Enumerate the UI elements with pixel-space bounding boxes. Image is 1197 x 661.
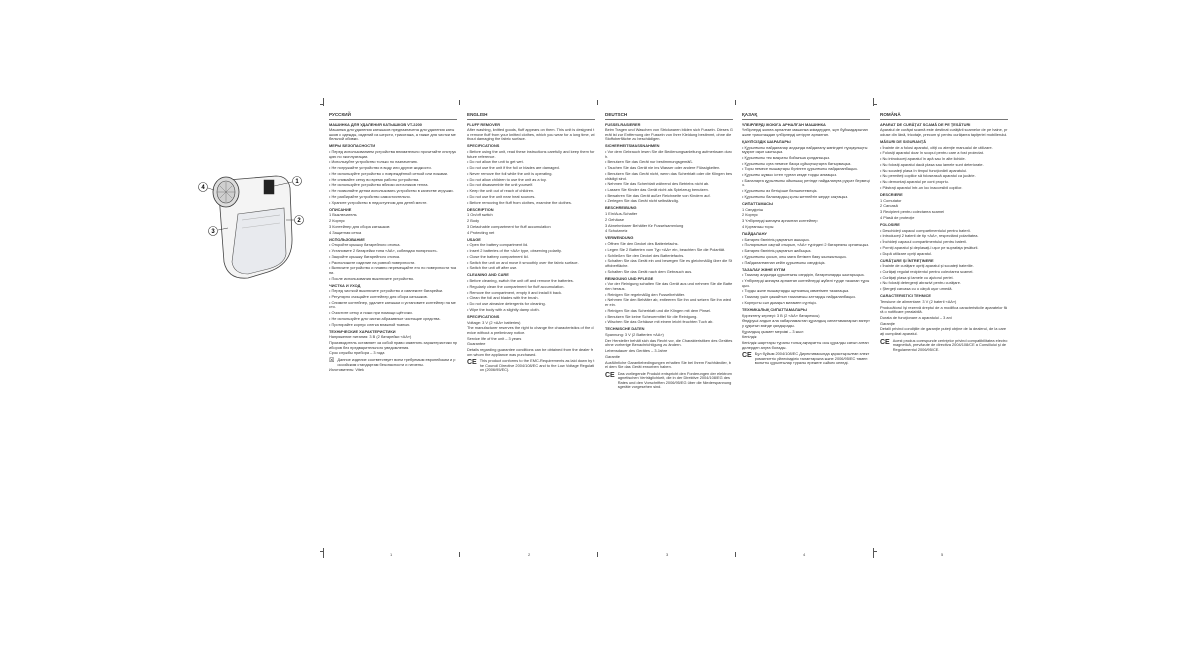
subsection-heading: FOLOSIRE bbox=[880, 221, 900, 227]
paragraph: • Торды және пышақтарды щетканың көмегімен тазалаңыз. bbox=[742, 288, 850, 294]
paragraph: • Құрылғы жұмыс істеп тұрған кезде торды алмаңыз. bbox=[742, 172, 838, 178]
paragraph: • Балаларға құрылғыны ойыншық ретінде пайдалануға рұқсат бермеңіз. bbox=[742, 177, 870, 188]
paragraph: • Nu folosiţi detergenţi abrazivi pentru curăţare. bbox=[880, 280, 961, 286]
paragraph: • Insert 2 batteries of the «AA» type, observing polarity. bbox=[467, 248, 562, 254]
paragraph: • Nu permiteţi copiilor să folosească aparatul ca jucărie. bbox=[880, 173, 976, 179]
fold-mark bbox=[597, 552, 598, 557]
subsection-heading: USAGE bbox=[467, 236, 481, 242]
crop-mark bbox=[873, 548, 874, 558]
paragraph: • Nehmen Sie das Scherblatt während des Betriebs nicht ab. bbox=[605, 181, 710, 187]
paragraph: • Құрылғыны пайдаланар алдында пайдалану жөніндегі нұсқаулықты мұқият оқып шығыңыз. bbox=[742, 144, 868, 155]
paragraph: • Tauchen Sie das Gerät nie ins Wasser oder andere Flüssigkeiten. bbox=[605, 165, 721, 171]
paragraph: • Құрылғыны тек мақсаты бойынша қолданыңыз. bbox=[742, 154, 831, 160]
subsection-heading: CURĂŢARE ŞI ÎNTREŢINERE bbox=[880, 257, 934, 263]
fold-mark bbox=[459, 552, 460, 557]
paragraph: • Schließen Sie den Deckel des Batteriefachs. bbox=[605, 252, 685, 258]
paragraph: Acest produs corespunde cerinţelor privind compatibilitatea electromagnetică, prevăzute de directiva 2004/108/CE a Consiliului şi de Regulamentul 2006/95/CE. bbox=[892, 337, 1008, 352]
paragraph: • Benutzen Sie das Gerät nicht, wenn das Scherblatt oder die Klingen beschädigt sind. bbox=[605, 170, 733, 181]
page-number: 4 bbox=[803, 552, 806, 557]
paragraph: • Do not use the unit if the foil or blades are damaged. bbox=[467, 165, 560, 171]
paragraph: • Curăţaţi regulat recipientul pentru colectarea scamei. bbox=[880, 269, 974, 275]
ce-mark-icon: CE bbox=[742, 352, 752, 360]
ce-mark-icon: CE bbox=[605, 371, 615, 379]
paragraph: • Switch the unit on and move it smoothly over the fabric surface. bbox=[467, 259, 579, 265]
paragraph: • Құрылғыны өз бетіңізше бөлшектемеңіз. bbox=[742, 188, 818, 194]
paragraph: 1 Ein/Aus-Schalter bbox=[605, 211, 638, 217]
paragraph: 3 Үлбірлерді жинауға арналған контейнер bbox=[742, 218, 818, 224]
paragraph: • Switch the unit off after use. bbox=[467, 265, 518, 271]
paragraph: • Батарея бөлігінің қақпағын ашыңыз. bbox=[742, 236, 810, 242]
paragraph: • Clean the foil and blades with the brush. bbox=[467, 295, 539, 301]
subsection-heading: FLUFF REMOVER bbox=[467, 121, 501, 127]
paragraph: Spannung: 3 V (2 Batterien «AA») bbox=[605, 332, 664, 338]
paragraph: Кепілдік bbox=[742, 334, 757, 340]
paragraph: • Benutzen Sie das Gerät nur bestimmungsgemäß. bbox=[605, 159, 693, 165]
paragraph: • Deschideţi capacul compartimentului pentru baterii. bbox=[880, 227, 971, 233]
paragraph: 2 Body bbox=[467, 218, 480, 224]
paragraph: • Не погружайте устройство в воду или другие жидкости. bbox=[329, 165, 432, 171]
paragraph: • Keep the unit out of reach of children. bbox=[467, 188, 535, 194]
paragraph: • Curăţaţi plasa şi lamele cu ajutorul periei. bbox=[880, 274, 954, 280]
subsection-heading: DESCRIPTION bbox=[467, 206, 494, 212]
column-german bbox=[605, 112, 733, 391]
paragraph: 3 Abnehmbarer Behälter für Fusselsammlung bbox=[605, 222, 684, 228]
paragraph: • Ştergeţi carcasa cu o cârpă uşor umedă. bbox=[880, 286, 953, 292]
subsection-heading: FUSSELRASIERER bbox=[605, 121, 641, 127]
paragraph: 2 Gehäuse bbox=[605, 216, 625, 222]
subsection-heading: ПАЙДАЛАНУ bbox=[742, 230, 767, 236]
section-heading: ҚАЗАҚ bbox=[742, 112, 870, 120]
subsection-heading: МЕРЫ БЕЗОПАСНОСТИ bbox=[329, 143, 376, 149]
callout-2 bbox=[295, 216, 304, 225]
subsection-heading: ҚАУІПСІЗДІК ШАРАЛАРЫ bbox=[742, 138, 791, 144]
page-number: 5 bbox=[941, 552, 944, 557]
paragraph: • Не снимайте сетку во время работы устройства. bbox=[329, 176, 420, 182]
paragraph: • Do not allow children to use the unit as a toy. bbox=[467, 176, 547, 182]
paragraph: • Wischen Sie das Gehäuse mit einem leicht feuchten Tuch ab. bbox=[605, 319, 714, 325]
paragraph: • Reinigen Sie regelmäßig den Fusselbehälter. bbox=[605, 291, 686, 297]
paragraph: • Очистите сетку и ножи при помощи щёточки. bbox=[329, 310, 413, 316]
paragraph: • Құрылғыны балалардың қолы жетпейтін жерде сақтаңыз. bbox=[742, 193, 849, 199]
paragraph: • Do not allow the unit to get wet. bbox=[467, 159, 524, 165]
subsection-heading: SPECIFICATIONS bbox=[467, 313, 500, 319]
callout-label: 1 bbox=[295, 179, 299, 186]
paragraph: • Nehmen Sie den Behälter ab, entleeren Sie ihn und setzen Sie ihn wieder ein. bbox=[605, 297, 731, 308]
paragraph: • Înainte de a folosi aparatul, citiţi cu atenţie manualul de utilizare. bbox=[880, 144, 993, 150]
paragraph: • Установите 2 батарейки типа «АА», соблюдая полярность. bbox=[329, 248, 438, 254]
paragraph: • Before cleaning, switch the unit off and remove the batteries. bbox=[467, 278, 574, 284]
subsection-heading: SPECIFICATIONS bbox=[467, 143, 500, 149]
paragraph: • Before using the unit, read these instructions carefully and keep them for future reference. bbox=[467, 149, 595, 159]
paragraph: Ausführliche Garantiebedingungen erhalten Sie bei Ihrem Fachhändler, bei dem Sie das Gerät erworben haben. bbox=[605, 359, 731, 370]
callout-label: 2 bbox=[297, 218, 301, 225]
column-russian bbox=[329, 112, 457, 374]
ce-mark-icon: CE bbox=[880, 338, 890, 346]
product-illustration bbox=[198, 168, 308, 288]
paragraph: • Nu introduceţi aparatul în apă sau în alte lichide. bbox=[880, 156, 966, 162]
lint-remover-drawing bbox=[213, 176, 292, 278]
section-heading: DEUTSCH bbox=[605, 112, 733, 120]
paragraph: Lebensdauer des Gerätes – 3 Jahre bbox=[605, 348, 668, 354]
paragraph: • Не позволяйте детям использовать устройство в качестве игрушки. bbox=[329, 188, 454, 194]
callout-4 bbox=[199, 183, 208, 192]
paragraph: • Құрылғыны қосып, оны мата бетімен баяу жылжытыңыз. bbox=[742, 253, 847, 259]
ce-compliance-note bbox=[742, 352, 870, 367]
paragraph: • Перед использованием устройства внимательно прочитайте инструкцию по эксплуатации. bbox=[329, 149, 457, 159]
paragraph: • Используйте устройство только по назначению. bbox=[329, 159, 418, 165]
paragraph: After washing, knitted goods, fluff appears on them. This unit is designed to remove fluff from your knitted clothes, which you wear for a long time, without damaging the fabric surface. bbox=[467, 127, 595, 142]
section-heading: РУССКИЙ bbox=[329, 112, 457, 120]
subsection-heading: СИПАТТАМАСЫ bbox=[742, 200, 773, 206]
paragraph: Өндіруші алдын ала хабарламастан құралдың сипаттамаларын өзгерту құқығын өзінде қалдырады. bbox=[742, 318, 870, 328]
paragraph: • Не используйте устройство вблизи источников тепла. bbox=[329, 182, 429, 188]
paragraph: Кепілдік шарттары туралы толық ақпаратты осы құралды сатып алған дилерден алуға болады. bbox=[742, 340, 869, 350]
paragraph: Detalii privind condiţiile de garanţie puteţi obţine de la dealerul, de la care aţi cumpărat aparatul. bbox=[880, 326, 1007, 337]
paragraph: • Never remove the foil while the unit is operating. bbox=[467, 170, 553, 176]
paragraph: Aparatul de curăţat scamă este destinat curăţării scamelor de pe haine, produse din lână, tricotaje, precum şi pentru curăţarea tapiţeriei mobilierului. bbox=[880, 127, 1008, 137]
paragraph: 4 Защитная сетка bbox=[329, 229, 362, 235]
paragraph: 1 Сөндіргіш bbox=[742, 206, 764, 212]
page-number: 3 bbox=[666, 552, 669, 557]
paragraph: • Benutzen Sie keine Scheuermittel für die Reinigung. bbox=[605, 313, 698, 319]
callout-3 bbox=[209, 227, 218, 236]
ce-compliance-note bbox=[605, 372, 733, 391]
subsection-heading: МАШИНКА ДЛЯ УДАЛЕНИЯ КАТЫШКОВ VT-2200 bbox=[329, 121, 422, 127]
paragraph: • Închideţi capacul compartimentului pentru baterii. bbox=[880, 239, 968, 245]
subsection-heading: SICHERHEITSMASSNAHMEN bbox=[605, 143, 660, 149]
paragraph: • Расположите изделие на ровной поверхности. bbox=[329, 259, 416, 265]
paragraph: 4 Қорғаныш торы bbox=[742, 223, 774, 229]
callout-label: 3 bbox=[211, 229, 215, 236]
paragraph: • Тазалау үшін қажайтын тазалағыш заттарды пайдаланбаңыз. bbox=[742, 294, 856, 300]
paragraph: Напряжение питания: 3 В (2 батарейки «АА») bbox=[329, 334, 412, 340]
paragraph: • Introduceţi 2 baterii de tip «AA», respectând polaritatea. bbox=[880, 233, 979, 239]
paragraph: Producătorul îşi rezervă dreptul de a modifica caracteristicile aparatelor fără o notificare prealabilă. bbox=[880, 304, 1007, 315]
paragraph: 4 Protecting net bbox=[467, 229, 495, 235]
paragraph: 2 Корпус bbox=[742, 212, 758, 218]
subsection-heading: CARACTERISTICI TEHNICE bbox=[880, 293, 932, 299]
paragraph: The manufacturer reserves the right to change the characteristics of the device without a preliminary notice. bbox=[467, 325, 594, 335]
paragraph: 2 Корпус bbox=[329, 218, 345, 224]
ce-compliance-note bbox=[880, 339, 1008, 354]
paragraph: • Үлбірлерді жинауға арналған контейнерді жүйелі түрде тазалап тұрыңыз. bbox=[742, 278, 870, 288]
paragraph: • Folosiţi aparatul doar în scopul pentru care a fost proiectat. bbox=[880, 150, 984, 156]
paragraph: • Полярлығын сақтай отырып, «АА» түріндегі 2 батареяны орнатыңыз. bbox=[742, 242, 870, 248]
paragraph: Бұл бұйым 2004/108/ЕС Директивасында қарастырылған электромагниттік үйлесімділік талаптарына және 2006/95/ЕС төмен вольтты құрылғылар туралы ережеге сәйкес келеді. bbox=[754, 351, 870, 366]
crop-mark bbox=[873, 98, 874, 106]
paragraph: • Храните устройство в недоступном для детей месте. bbox=[329, 199, 428, 205]
paragraph: 1 Выключатель bbox=[329, 212, 357, 218]
paragraph: • Schalten Sie das Gerät ein und bewegen Sie es gleichmäßig über die Stoffoberfläche. bbox=[605, 258, 733, 268]
paragraph: • Закройте крышку батарейного отсека. bbox=[329, 253, 401, 259]
paragraph: 2 Carcasă bbox=[880, 203, 898, 209]
paragraph: • Bewahren Sie das Gerät außer Reichweite von Kindern auf. bbox=[605, 192, 711, 198]
paragraph: • Перед чисткой выключите устройство и извлеките батарейки. bbox=[329, 288, 444, 294]
recycle-bin-icon: ☒ bbox=[329, 357, 335, 364]
paragraph: 4 Schutznetz bbox=[605, 228, 628, 234]
paragraph: • Do not disassemble the unit yourself. bbox=[467, 182, 534, 188]
paragraph: Beim Tragen und Waschen von Strickwaren bilden sich Fusseln. Dieses Gerät ist zur Entfernung der Fusseln von Ihrer Kleidung bestimmt, ohne die Stoffoberfläche zu beschädigen. bbox=[605, 127, 733, 142]
paragraph: 1 Comutator bbox=[880, 197, 902, 203]
column-kazakh bbox=[742, 112, 870, 367]
callout-label: 4 bbox=[201, 185, 205, 192]
paragraph: Details regarding guarantee conditions can be obtained from the dealer from whom the appliance was purchased. bbox=[467, 347, 594, 357]
paragraph: • Regularly clean the compartment for fluff accumulation. bbox=[467, 283, 565, 289]
subsection-heading: ТАЗАЛАУ ЖӘНЕ КҮТІМ bbox=[742, 266, 786, 272]
page-number: 1 bbox=[390, 552, 393, 557]
callout-1 bbox=[293, 177, 302, 186]
crop-mark bbox=[323, 548, 324, 558]
fold-mark bbox=[735, 100, 736, 105]
paragraph: Tensiune de alimentare: 3 V (2 baterii «AA») bbox=[880, 299, 957, 304]
paragraph: Durata de funcţionare a aparatului – 3 ani bbox=[880, 315, 952, 321]
paragraph: Garantie bbox=[605, 353, 620, 359]
paragraph: Қоректену кернеуі: 3 В (2 «АА» батареясы) bbox=[742, 312, 820, 318]
subsection-heading: ТЕХНИЧЕСКИЕ ХАРАКТЕРИСТИКИ bbox=[329, 328, 396, 334]
paragraph: Guarantee bbox=[467, 341, 486, 347]
paragraph: • Пайдаланғаннан кейін құрылғыны сөндіріңіз. bbox=[742, 259, 826, 265]
page-number: 2 bbox=[528, 552, 531, 557]
fold-mark bbox=[597, 100, 598, 105]
paragraph: • Porniţi aparatul şi deplasaţi-l uşor pe suprafaţa ţesăturii. bbox=[880, 244, 979, 250]
paragraph: • Before removing the fluff from clothes, examine the clothes. bbox=[467, 199, 572, 205]
subsection-heading: ЧИСТКА И УХОД bbox=[329, 282, 361, 288]
column-english bbox=[467, 112, 595, 374]
paragraph: 3 Detachable compartment for fluff accumulation bbox=[467, 223, 551, 229]
paragraph: Das vorliegende Produkt entspricht den Forderungen der elektromagnetischen Verträglichkeit, die in der Direktive 2004/108/EG des Rates und den Vorschriften 2006/95/EG über die Niederspannungsgeräte vorgesehen sind. bbox=[617, 370, 732, 390]
paragraph: 3 Контейнер для сбора катышков bbox=[329, 223, 390, 229]
column-romanian bbox=[880, 112, 1008, 353]
subsection-heading: APARAT DE CURĂŢAT SCAMĂ DE PE ŢESĂTURI bbox=[880, 121, 971, 127]
subsection-heading: VERWENDUNG bbox=[605, 235, 634, 241]
paragraph: Service life of the unit – 3 years bbox=[467, 335, 522, 341]
crop-mark bbox=[323, 98, 324, 106]
paragraph: • Не разбирайте устройство самостоятельно. bbox=[329, 193, 411, 199]
paragraph: Үлбірлерді жоюға арналған машинка киімдерден, жүн бұйымдарынан және трикотаждан үлбірлерді кетіруге арналған. bbox=[742, 127, 868, 137]
paragraph: • Регулярно очищайте контейнер для сбора катышков. bbox=[329, 294, 428, 300]
subsection-heading: DESCRIERE bbox=[880, 191, 903, 197]
ce-compliance-note bbox=[467, 359, 595, 374]
paragraph: Der Hersteller behält sich das Recht vor, die Charakteristiken des Gerätes ohne vorherige Benachrichtigung zu ändern. bbox=[605, 337, 733, 348]
paragraph: • Open the battery compartment lid. bbox=[467, 242, 529, 248]
subsection-heading: CLEANING AND CARE bbox=[467, 272, 509, 278]
subsection-heading: ОПИСАНИЕ bbox=[329, 206, 352, 212]
paragraph: • Vor dem Gebrauch lesen Sie die Bedienungsanleitung aufmerksam durch. bbox=[605, 149, 733, 159]
paragraph: 1 On/off switch bbox=[467, 212, 493, 218]
subsection-heading: REINIGUNG UND PFLEGE bbox=[605, 275, 654, 281]
subsection-heading: ТЕХНИКАЛЫҚ СИПАТТАМАЛАРЫ bbox=[742, 306, 807, 312]
paragraph: • Откройте крышку батарейного отсека. bbox=[329, 242, 401, 248]
paragraph: • Wipe the body with a slightly damp cloth. bbox=[467, 306, 540, 312]
subsection-heading: BESCHREIBUNG bbox=[605, 205, 637, 211]
paragraph: • Vor der Reinigung schalten Sie das Gerät aus und nehmen Sie die Batterien heraus. bbox=[605, 281, 733, 292]
paragraph: Құралдың қызмет мерзімі – 3 жыл bbox=[742, 328, 804, 334]
paragraph: This product conforms to the EMC-Requirements as laid down by the Council Directive 2004/108/EC and to the Low Voltage Regulation (2006/95/EC). bbox=[479, 358, 595, 373]
paragraph: • Снимите контейнер, удалите катышки и установите контейнер на место. bbox=[329, 299, 456, 310]
paragraph: Срок службы прибора – 3 года bbox=[329, 350, 385, 356]
paragraph: • Протирайте корпус слегка влажной тканью. bbox=[329, 321, 411, 327]
paragraph: • Lassen Sie Kinder das Gerät nicht als Spielzeug benutzen. bbox=[605, 186, 709, 192]
paragraph: • Корпусты сәл дымқыл матамен сүртіңіз. bbox=[742, 299, 817, 305]
section-heading: ROMÂNĂ bbox=[880, 112, 1008, 120]
fold-mark bbox=[459, 100, 460, 105]
paragraph: Машинка для удаления катышков предназначена для удаления катышков с одежды, изделий из шерсти, трикотажа, а также для чистки мебельной обивки. bbox=[329, 127, 456, 142]
paragraph: • Тазалау алдында құрылғыны сөндіріп, батареяларды шығарыңыз. bbox=[742, 272, 865, 278]
paragraph: • Înainte de curăţare opriţi aparatul şi scoateţi bateriile. bbox=[880, 263, 974, 269]
paragraph: • Do not use the unit near heat sources. bbox=[467, 193, 536, 199]
paragraph: • Do not use abrasive detergents for cleaning. bbox=[467, 301, 546, 307]
paragraph: • Remove the compartment, empty it and install it back. bbox=[467, 289, 562, 295]
section-heading: ENGLISH bbox=[467, 112, 595, 120]
paragraph: • Nu folosiţi aparatul dacă plasa sau lamele sunt deteriorate. bbox=[880, 161, 984, 167]
paragraph: Изготовитель: Vitek bbox=[329, 367, 364, 373]
paragraph: • Close the battery compartment lid. bbox=[467, 253, 529, 259]
subsection-heading: ИСПОЛЬЗОВАНИЕ bbox=[329, 236, 365, 242]
fold-mark bbox=[735, 552, 736, 557]
paragraph: • Păstraţi aparatul într-un loc inaccesibil copiilor. bbox=[880, 184, 963, 190]
paragraph: • Nu demontaţi aparatul pe cont propriu. bbox=[880, 179, 949, 185]
paragraph: • Legen Sie 2 Batterien vom Typ «AA» ein, beachten Sie die Polarität. bbox=[605, 246, 726, 252]
paragraph: • Öffnen Sie den Deckel des Batteriefachs. bbox=[605, 241, 679, 247]
paragraph: Garanţie bbox=[880, 320, 895, 326]
paragraph: • После использования выключите устройство. bbox=[329, 275, 415, 281]
paragraph: • Не используйте устройство с повреждённой сеткой или ножами. bbox=[329, 170, 449, 176]
subsection-heading: ҮЛБІРЛЕРДІ ЖОЮҒА АРНАЛҒАН МАШИНКА bbox=[742, 121, 826, 127]
subsection-heading: MĂSURI DE SIGURANŢĂ bbox=[880, 138, 927, 144]
paragraph: • Батарея бөлігінің қақпағын жабыңыз. bbox=[742, 248, 812, 254]
paragraph: Voltage: 3 V (2 «AA» batteries) bbox=[467, 319, 521, 325]
subsection-heading: TECHNISCHE DATEN bbox=[605, 326, 645, 332]
paragraph: • Reinigen Sie das Scherblatt und die Klingen mit dem Pinsel. bbox=[605, 307, 712, 313]
ce-mark-icon: CE bbox=[467, 359, 477, 367]
paragraph: • După utilizare opriţi aparatul. bbox=[880, 250, 932, 256]
paragraph: • Zerlegen Sie das Gerät nicht selbständig. bbox=[605, 198, 679, 204]
paragraph: Данное изделие соответствует всем требуемым европейским и российским стандартам безопасности и гигиены. bbox=[337, 356, 456, 367]
paragraph: • Торы немесе пышақтары бүлінген құрылғыны пайдаланбаңыз. bbox=[742, 166, 858, 172]
paragraph: 4 Plasă de protecţie bbox=[880, 214, 915, 220]
paragraph: • Nu scoateţi plasa în timpul funcţionării aparatului. bbox=[880, 167, 968, 173]
paragraph: • Включите устройство и плавно перемещайте его по поверхности ткани. bbox=[329, 265, 457, 275]
paragraph: Производитель оставляет за собой право изменять характеристики приборов без предварительного уведомления. bbox=[329, 340, 458, 350]
paragraph: • Құрылғыны суға немесе басқа сұйықтықтарға батырмаңыз. bbox=[742, 160, 852, 166]
paragraph: • Не используйте для чистки абразивные чистящие средства. bbox=[329, 315, 441, 321]
paragraph: • Schalten Sie das Gerät nach dem Gebrauch aus. bbox=[605, 268, 693, 274]
paragraph: 3 Recipient pentru colectarea scamei bbox=[880, 209, 945, 215]
